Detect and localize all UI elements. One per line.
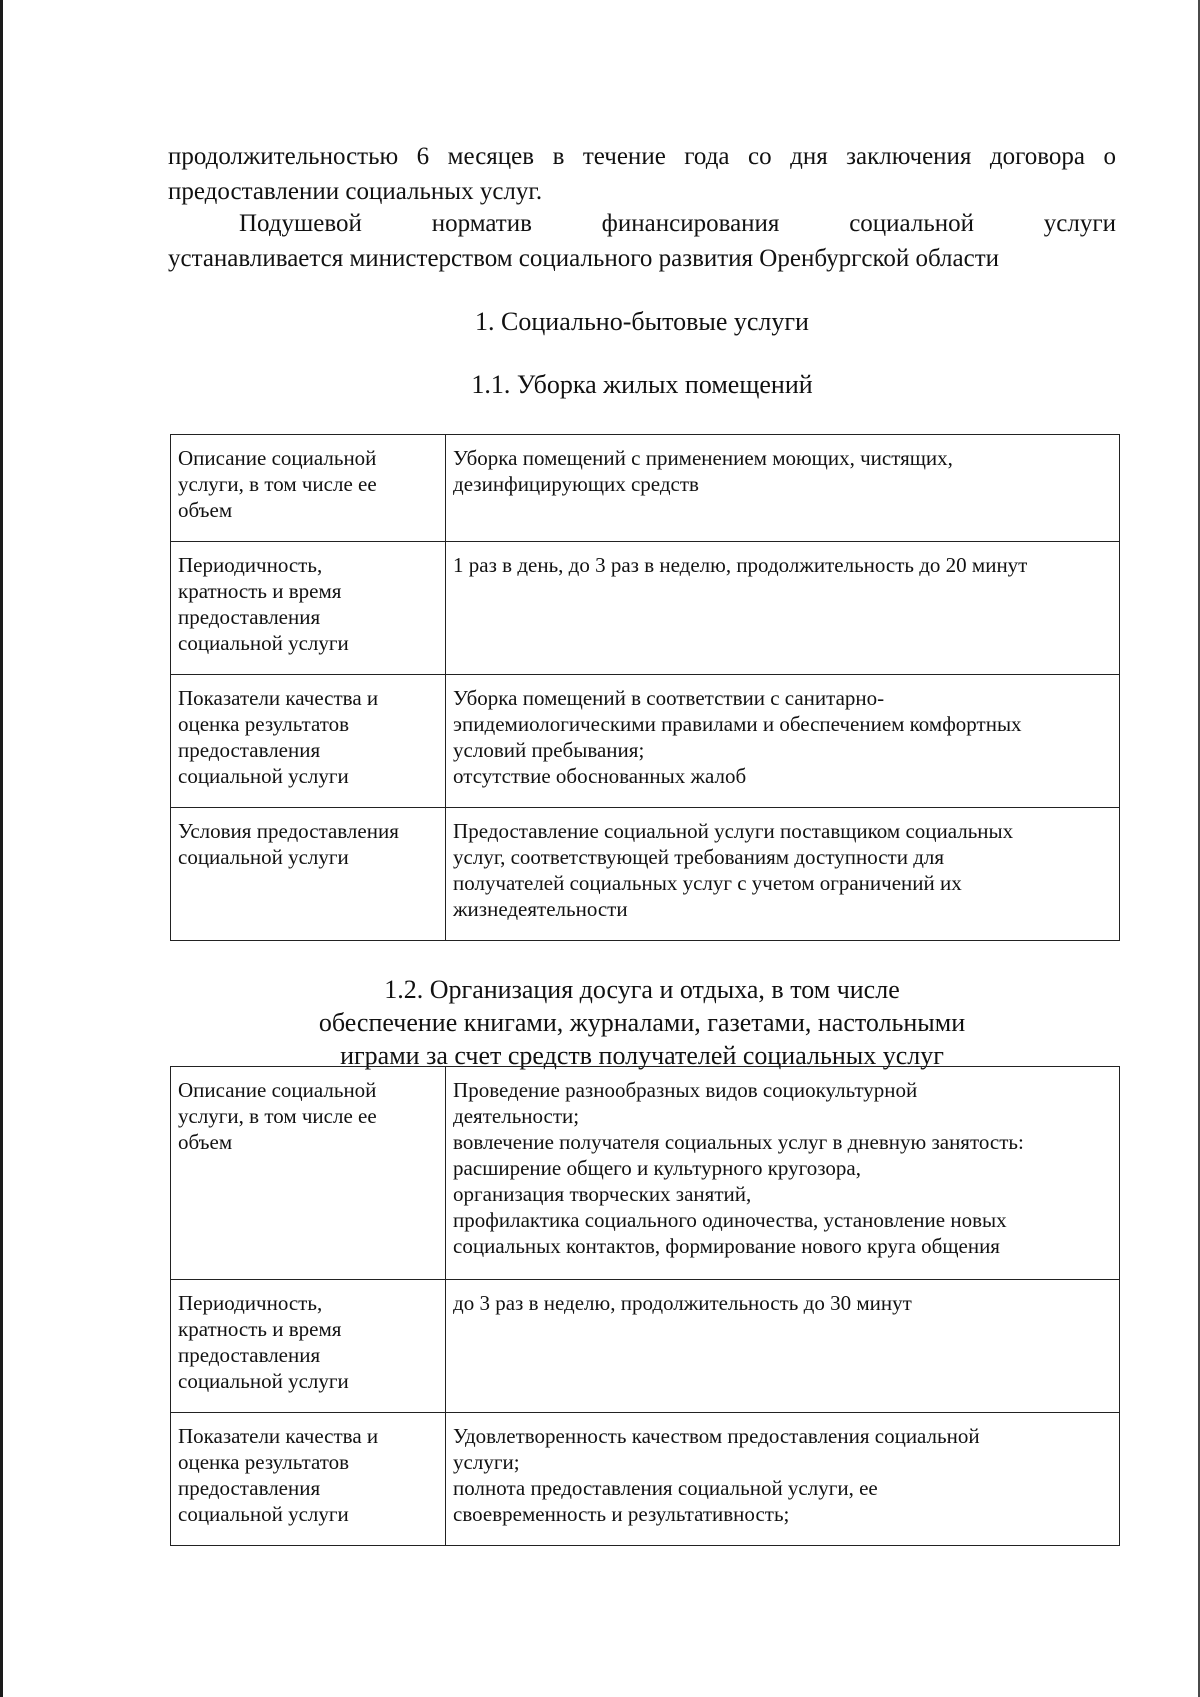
section-title: 1. Социально-бытовые услуги bbox=[475, 307, 809, 336]
cell-line: 1 раз в день, до 3 раз в неделю, продолжительность до 20 минут bbox=[453, 553, 1028, 577]
row-label bbox=[171, 1413, 446, 1546]
cell-line: предоставления bbox=[178, 1343, 321, 1367]
cell-line: получателей социальных услуг с учетом ограничений их bbox=[453, 871, 962, 895]
cell-line: Периодичность, bbox=[178, 553, 323, 577]
cell-line: оценка результатов bbox=[178, 712, 350, 736]
cell-line: социальной услуги bbox=[178, 1502, 349, 1526]
cell-line: объем bbox=[178, 498, 233, 522]
cell-line: социальных контактов, формирование нового круга общения bbox=[453, 1234, 1000, 1258]
cell-line: Проведение разнообразных видов социокультурной bbox=[453, 1078, 918, 1102]
text-line: устанавливается министерством социального развития Оренбургской области bbox=[168, 245, 1000, 272]
text-line: продолжительностью 6 месяцев в течение года со дня заключения договора о bbox=[168, 143, 1116, 170]
cell-line: предоставления bbox=[178, 738, 321, 762]
row-value bbox=[446, 675, 1120, 808]
table-row bbox=[171, 1413, 1120, 1546]
row-label bbox=[171, 1280, 446, 1413]
cell-line: социальной услуги bbox=[178, 1369, 349, 1393]
cell-line: расширение общего и культурного кругозора, bbox=[453, 1156, 861, 1180]
table-row bbox=[171, 435, 1120, 542]
cell-line: Описание социальной bbox=[178, 1078, 377, 1102]
text-line: предоставлении социальных услуг. bbox=[168, 178, 543, 205]
service-1-table bbox=[170, 434, 1120, 941]
cell-line: услуги, в том числе ее bbox=[178, 1104, 377, 1128]
cell-line: Удовлетворенность качеством предоставления социальной bbox=[453, 1424, 980, 1448]
title-line: 1.2. Организация досуга и отдыха, в том числе bbox=[384, 975, 900, 1004]
cell-line: организация творческих занятий, bbox=[453, 1182, 752, 1206]
table-row bbox=[171, 1280, 1120, 1413]
table-row bbox=[171, 808, 1120, 941]
cell-line: Уборка помещений в соответствии с санитарно- bbox=[453, 686, 885, 710]
cell-line: дезинфицирующих средств bbox=[453, 472, 699, 496]
title-line: играми за счет средств получателей социальных услуг bbox=[340, 1041, 944, 1070]
row-label bbox=[171, 675, 446, 808]
cell-line: до 3 раз в неделю, продолжительность до 30 минут bbox=[453, 1291, 912, 1315]
cell-line: условий пребывания; bbox=[453, 738, 645, 762]
cell-line: деятельности; bbox=[453, 1104, 580, 1128]
row-value bbox=[446, 1280, 1120, 1413]
cell-line: своевременность и результативность; bbox=[453, 1502, 790, 1526]
cell-line: предоставления bbox=[178, 1476, 321, 1500]
title-line: обеспечение книгами, журналами, газетами, настольными bbox=[318, 1008, 966, 1037]
cell-line: услуги, в том числе ее bbox=[178, 472, 377, 496]
cell-line: социальной услуги bbox=[178, 764, 349, 788]
cell-line: жизнедеятельности bbox=[453, 897, 628, 921]
cell-line: услуги; bbox=[453, 1450, 520, 1474]
cell-line: вовлечение получателя социальных услуг в дневную занятость: bbox=[453, 1130, 1024, 1154]
row-label bbox=[171, 435, 446, 542]
intro-paragraph-2 bbox=[168, 206, 1116, 276]
row-label bbox=[171, 542, 446, 675]
cell-line: Предоставление социальной услуги поставщиком социальных bbox=[453, 819, 1014, 843]
row-value bbox=[446, 1413, 1120, 1546]
cell-line: социальной услуги bbox=[178, 845, 349, 869]
cell-line: Периодичность, bbox=[178, 1291, 323, 1315]
service-2-table bbox=[170, 1066, 1120, 1546]
scan-edge-left bbox=[0, 0, 3, 1697]
row-value bbox=[446, 435, 1120, 542]
row-value bbox=[446, 808, 1120, 941]
cell-line: эпидемиологическими правилами и обеспечением комфортных bbox=[453, 712, 1022, 736]
row-label bbox=[171, 1067, 446, 1280]
text-line: Подушевой норматив финансирования социальной услуги bbox=[239, 210, 1116, 237]
intro-paragraph-1 bbox=[168, 139, 1116, 209]
cell-line: отсутствие обоснованных жалоб bbox=[453, 764, 747, 788]
cell-line: Показатели качества и bbox=[178, 686, 379, 710]
cell-line: услуг, соответствующей требованиям доступности для bbox=[453, 845, 945, 869]
cell-line: кратность и время bbox=[178, 579, 342, 603]
service-2-title bbox=[168, 973, 1116, 1072]
row-value bbox=[446, 1067, 1120, 1280]
cell-line: предоставления bbox=[178, 605, 321, 629]
table-row bbox=[171, 1067, 1120, 1280]
cell-line: социальной услуги bbox=[178, 631, 349, 655]
cell-line: полнота предоставления социальной услуги, ее bbox=[453, 1476, 878, 1500]
cell-line: Описание социальной bbox=[178, 446, 377, 470]
service-1-title: 1.1. Уборка жилых помещений bbox=[471, 370, 813, 399]
row-label bbox=[171, 808, 446, 941]
cell-line: объем bbox=[178, 1130, 233, 1154]
row-value bbox=[446, 542, 1120, 675]
cell-line: Уборка помещений с применением моющих, чистящих, bbox=[453, 446, 953, 470]
cell-line: профилактика социального одиночества, установление новых bbox=[453, 1208, 1007, 1232]
table-row bbox=[171, 542, 1120, 675]
cell-line: Условия предоставления bbox=[178, 819, 399, 843]
cell-line: кратность и время bbox=[178, 1317, 342, 1341]
table-row bbox=[171, 675, 1120, 808]
cell-line: Показатели качества и bbox=[178, 1424, 379, 1448]
cell-line: оценка результатов bbox=[178, 1450, 350, 1474]
